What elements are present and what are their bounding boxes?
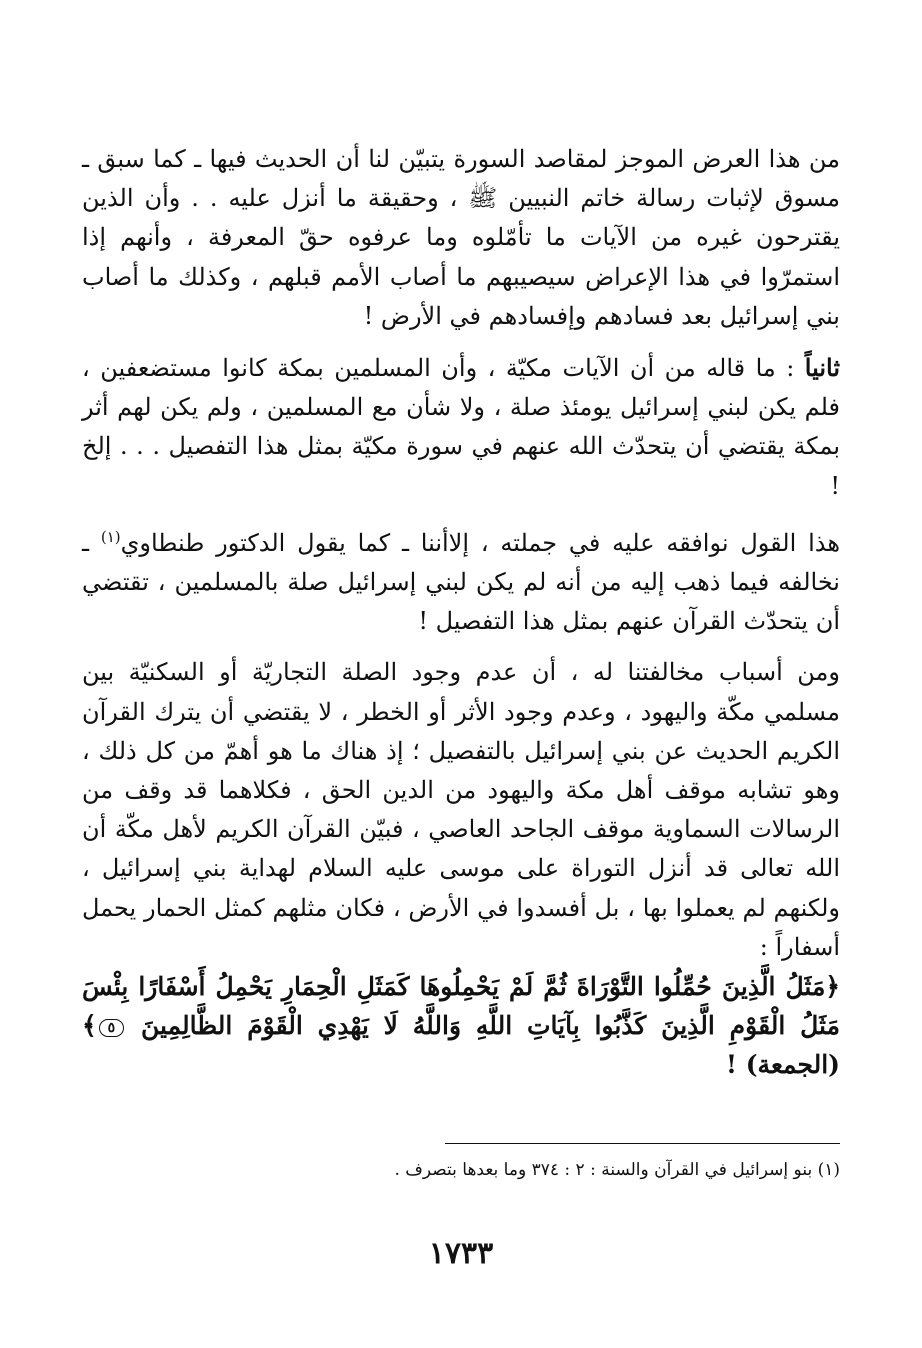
quran-open-bracket: ﴿ — [825, 972, 840, 1002]
paragraph-3 — [82, 518, 840, 642]
footnote-ref: (١) — [100, 527, 121, 546]
paragraph-4: ومن أسباب مخالفتنا له ، أن عدم وجود الصلة التجاريّة أو السكنيّة بين مسلمي مكّة واليهود ، وعدم وجود الأثر أو الخطر ، لا يقتضي أن يترك القرآن الكريم الحديث عن بني إسرائيل بالتفصيل ؛ إذ هناك ما هو أهمّ من كل ذلك ، وهو تشابه موقف أهل مكة واليهود من الدين الحق ، فكلاهما قد وقف من الرسالات السماوية موقف الجاحد العاصي ، فبيّن القرآن الكريم لأهل مكّة أن الله تعالى قد أنزل التوراة على موسى عليه السلام لهداية بني إسرائيل ، ولكنهم لم يعملوا بها ، بل أفسدوا في الأرض ، فكان مثلهم كمثل الحمار يحمل أسفاراً : — [82, 658, 840, 961]
paragraph-3-text-a: هذا القول نوافقه عليه في جملته ، إلاأننا ـ كما يقول الدكتور طنطاوي — [120, 528, 840, 557]
quran-close-bracket: ﴾ — [82, 1011, 97, 1041]
paragraph-3-text-b: ـ نخالفه فيما ذهب إليه من أنه لم يكن لبني إسرائيل صلة بالمسلمين ، تقتضي أن يتحدّث القرآن عنهم بمثل هذا التفصيل ! — [82, 528, 840, 636]
paragraph-1: من هذا العرض الموجز لمقاصد السورة يتبيّن لنا أن الحديث فيها ـ كما سبق ـ مسوق لإثبات رسالة خاتم النبيين ﷺ ، وحقيقة ما أنزل عليه . . وأن الذين يقترحون غيره من الآيات ما تأمّلوه وما عرفوه حقّ المعرفة ، وأنهم إذا استمرّوا في هذا الإعراض سيصيبهم ما أصاب الأمم قبلهم ، وكذلك ما أصاب بني إسرائيل بعد فسادهم وإفسادهم في الأرض ! — [82, 145, 840, 330]
surah-reference: (الجمعة) ! — [726, 1050, 840, 1080]
page-number: ١٧٣٣ — [428, 1236, 494, 1271]
paragraph-2 — [82, 348, 840, 506]
body-text — [82, 140, 840, 1085]
paragraph-2-lead: ثانياً — [804, 353, 840, 383]
verse-number-marker: ٥ — [99, 1019, 125, 1037]
footnote: (١) بنو إسرائيل في القرآن والسنة : ٢ : ٣٧٤ وما بعدها بتصرف . — [394, 1160, 840, 1180]
paragraph-2-text: : ما قاله من أن الآيات مكيّة ، وأن المسلمين بمكة كانوا مستضعفين ، فلم يكن لبني إسرائيل يومئذ صلة ، ولا شأن مع المسلمين ، ولم يكن لهم أثر بمكة يقتضي أن يتحدّث الله عنهم في سورة مكيّة بمثل هذا التفصيل . . . إلخ ! — [82, 354, 840, 500]
quran-verse — [82, 967, 840, 1085]
quran-verse-text: مَثَلُ الَّذِينَ حُمِّلُوا التَّوْرَاةَ ثُمَّ لَمْ يَحْمِلُوهَا كَمَثَلِ الْحِمَارِ يَحْمِلُ أَسْفَارًا بِئْسَ مَثَلُ الْقَوْمِ الَّذِينَ كَذَّبُوا بِآيَاتِ اللَّهِ وَاللَّهُ لَا يَهْدِي الْقَوْمَ الظَّالِمِينَ — [82, 972, 840, 1041]
footnote-separator — [445, 1143, 840, 1144]
